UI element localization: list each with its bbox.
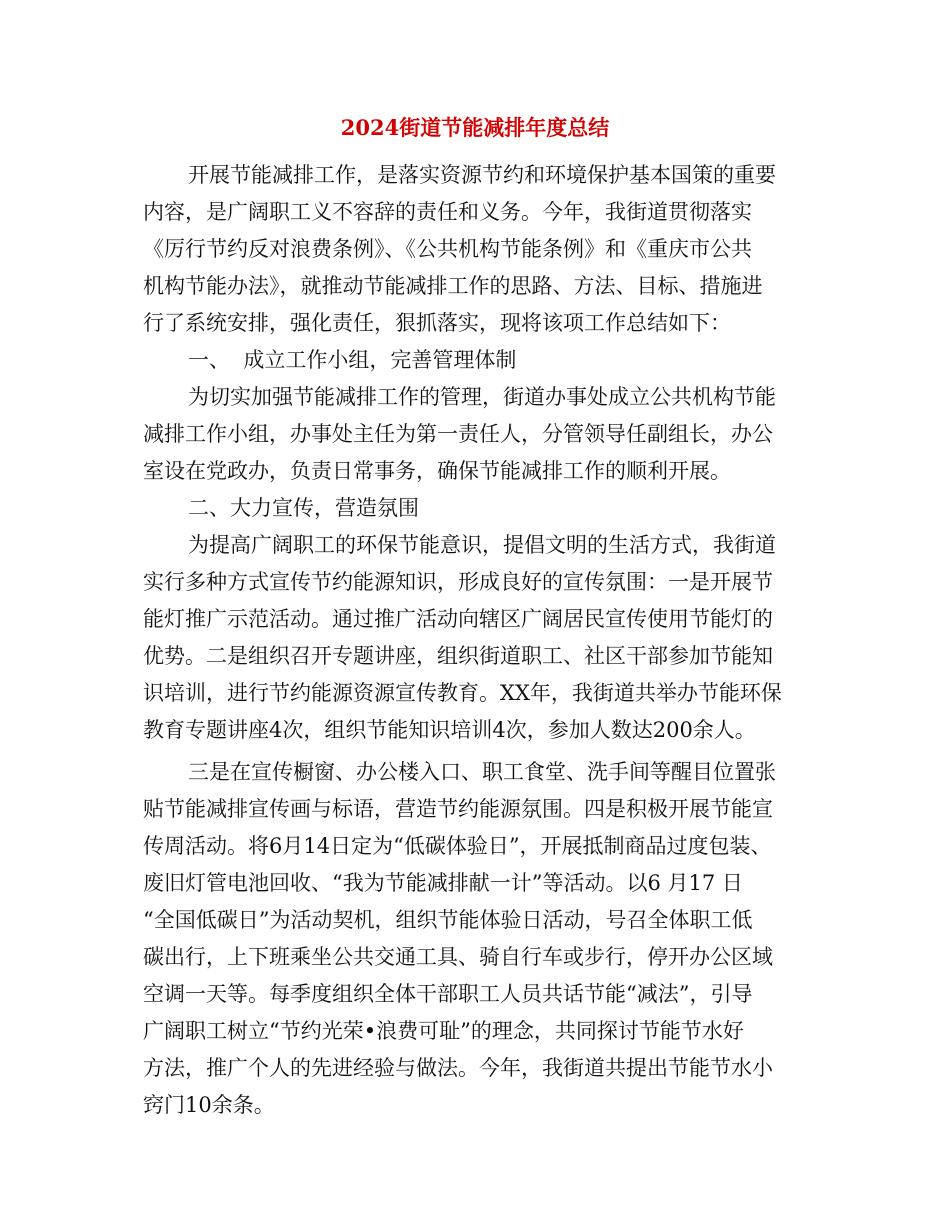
paragraph-line: “全国低碳日”为活动契机，组织节能体验日活动，号召全体职工低	[143, 908, 753, 932]
paragraph-line: 开展节能减排工作，是落实资源节约和环境保护基本国策的重要	[188, 163, 776, 187]
paragraph-line: 减排工作小组，办事处主任为第一责任人，分管领导任副组长，办公	[143, 422, 773, 446]
paragraph-line: 优势。二是组织召开专题讲座，组织街道职工、社区干部参加节能知	[143, 644, 773, 668]
section-heading: 二、大力宣传，营造氛围	[188, 496, 419, 520]
paragraph-line: 为切实加强节能减排工作的管理，街道办事处成立公共机构节能	[188, 385, 776, 409]
paragraph-line: 《厉行节约反对浪费条例》、《公共机构节能条例》和《重庆市公共	[143, 237, 752, 261]
document-title: 2024街道节能减排年度总结	[340, 115, 610, 140]
paragraph-line: 广阔职工树立“节约光荣•浪费可耻”的理念，共同探讨节能节水好	[143, 1019, 744, 1043]
paragraph-line: 空调一天等。每季度组织全体干部职工人员共话节能“减法”，引导	[143, 982, 753, 1006]
paragraph-line: 碳出行，上下班乘坐公共交通工具、骑自行车或步行，停开办公区域	[143, 945, 773, 969]
paragraph-line: 为提高广阔职工的环保节能意识，提倡文明的生活方式，我街道	[188, 533, 776, 557]
paragraph-line: 机构节能办法》，就推动节能减排工作的思路、方法、目标、措施进	[143, 274, 763, 298]
paragraph-line: 能灯推广示范活动。通过推广活动向辖区广阔居民宣传使用节能灯的	[143, 607, 773, 631]
paragraph-line: 室设在党政办，负责日常事务，确保节能减排工作的顺利开展。	[143, 459, 731, 483]
paragraph-line: 传周活动。将6月14日定为“低碳体验日”，开展抵制商品过度包装、	[143, 834, 772, 858]
paragraph-line: 内容，是广阔职工义不容辞的责任和义务。今年，我街道贯彻落实	[143, 200, 752, 224]
paragraph-line: 废旧灯管电池回收、“我为节能减排献一计”等活动。以6 月17 日	[143, 871, 743, 895]
paragraph-line: 三是在宣传橱窗、办公楼入口、职工食堂、洗手间等醒目位置张	[188, 760, 776, 784]
paragraph-line: 贴节能减排宣传画与标语，营造节约能源氛围。四是积极开展节能宣	[143, 797, 773, 821]
paragraph-line: 实行多种方式宣传节约能源知识，形成良好的宣传氛围：一是开展节	[143, 570, 773, 594]
paragraph-line: 识培训，进行节约能源资源宣传教育。XX年，我街道共举办节能环保	[143, 681, 782, 705]
paragraph-line: 窍门10余条。	[143, 1093, 275, 1117]
paragraph-line: 行了系统安排，强化责任，狠抓落实，现将该项工作总结如下：	[143, 311, 731, 335]
paragraph-line: 教育专题讲座4次，组织节能知识培训4次，参加人数达200余人。	[143, 718, 756, 742]
section-heading: 一、 成立工作小组，完善管理体制	[188, 348, 517, 372]
paragraph-line: 方法，推广个人的先进经验与做法。今年，我街道共提出节能节水小	[143, 1056, 773, 1080]
